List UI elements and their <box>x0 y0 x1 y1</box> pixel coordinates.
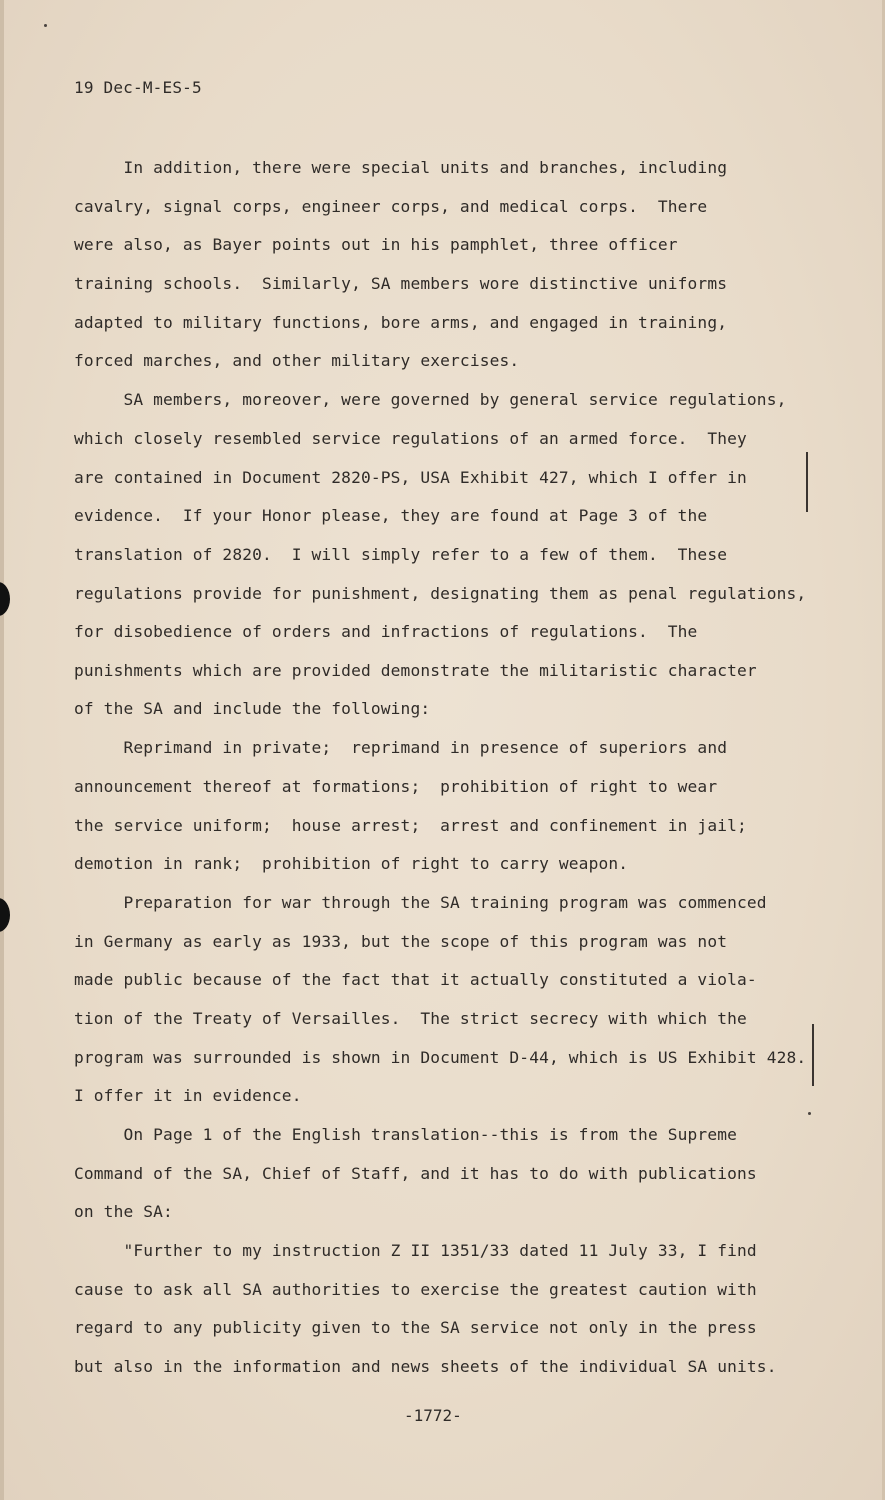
punch-hole-upper <box>0 582 10 616</box>
page-header-reference: 19 Dec-M-ES-5 <box>74 78 202 97</box>
text-line: forced marches, and other military exercises. <box>74 351 520 370</box>
page-left-edge <box>0 0 4 1500</box>
text-line: Preparation for war through the SA training program was commenced <box>74 893 767 912</box>
text-line: In addition, there were special units and branches, including <box>74 158 728 177</box>
margin-mark-lower <box>812 1024 814 1086</box>
text-line: were also, as Bayer points out in his pamphlet, three officer <box>74 235 678 254</box>
text-line: punishments which are provided demonstrate the militaristic character <box>74 661 757 680</box>
page-number: -1772- <box>404 1406 462 1425</box>
text-line: Reprimand in private; reprimand in presence of superiors and <box>74 738 728 757</box>
text-line: cavalry, signal corps, engineer corps, and medical corps. There <box>74 197 708 216</box>
text-line: regulations provide for punishment, designating them as penal regulations, <box>74 584 807 603</box>
text-line: made public because of the fact that it actually constituted a viola- <box>74 970 757 989</box>
text-line: but also in the information and news sheets of the individual SA units. <box>74 1357 777 1376</box>
text-line: SA members, moreover, were governed by general service regulations, <box>74 390 787 409</box>
text-line: On Page 1 of the English translation--this is from the Supreme <box>74 1125 738 1144</box>
text-line: on the SA: <box>74 1202 173 1221</box>
text-line: translation of 2820. I will simply refer to a few of them. These <box>74 545 728 564</box>
text-line: "Further to my instruction Z II 1351/33 dated 11 July 33, I find <box>74 1241 757 1260</box>
text-line: which closely resembled service regulations of an armed force. They <box>74 429 747 448</box>
text-line: adapted to military functions, bore arms, and engaged in training, <box>74 313 728 332</box>
text-line: the service uniform; house arrest; arrest and confinement in jail; <box>74 816 747 835</box>
text-line: of the SA and include the following: <box>74 699 431 718</box>
text-line: cause to ask all SA authorities to exercise the greatest caution with <box>74 1280 757 1299</box>
paper-speck <box>44 24 47 27</box>
text-line: program was surrounded is shown in Document D-44, which is US Exhibit 428. <box>74 1048 807 1067</box>
text-line: regard to any publicity given to the SA service not only in the press <box>74 1318 757 1337</box>
text-line: training schools. Similarly, SA members wore distinctive uniforms <box>74 274 728 293</box>
text-line: for disobedience of orders and infractions of regulations. The <box>74 622 698 641</box>
text-line: in Germany as early as 1933, but the scope of this program was not <box>74 932 728 951</box>
punch-hole-lower <box>0 898 10 932</box>
text-line: Command of the SA, Chief of Staff, and it has to do with publications <box>74 1164 757 1183</box>
text-line: evidence. If your Honor please, they are found at Page 3 of the <box>74 506 708 525</box>
text-line: tion of the Treaty of Versailles. The strict secrecy with which the <box>74 1009 747 1028</box>
text-line: I offer it in evidence. <box>74 1086 302 1105</box>
text-line: are contained in Document 2820-PS, USA Exhibit 427, which I offer in <box>74 468 747 487</box>
text-line: demotion in rank; prohibition of right to carry weapon. <box>74 854 629 873</box>
paper-speck <box>808 1112 811 1115</box>
margin-mark-upper <box>806 452 808 512</box>
text-line: announcement thereof at formations; prohibition of right to wear <box>74 777 718 796</box>
